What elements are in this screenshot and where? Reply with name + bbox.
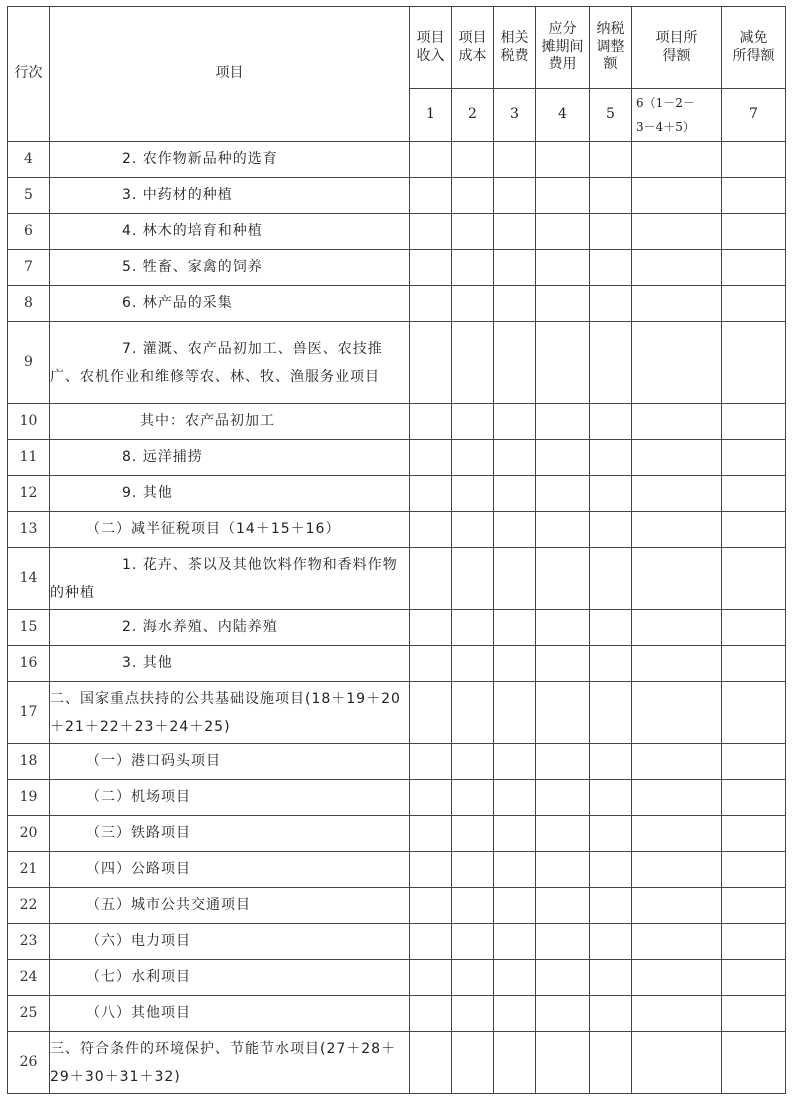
item-label: （三）铁路项目 — [86, 824, 191, 841]
input-cell-period-expenses[interactable] — [536, 888, 590, 924]
table-row — [8, 286, 786, 322]
item-label: （八）其他项目 — [86, 1004, 191, 1021]
item-cell — [50, 780, 410, 816]
item-cell — [50, 548, 410, 610]
tax-form-table — [7, 6, 786, 1094]
input-cell-taxes[interactable] — [494, 142, 536, 178]
input-cell-project-income[interactable] — [632, 960, 722, 996]
input-cell-taxes[interactable] — [494, 744, 536, 780]
input-cell-taxes[interactable] — [494, 852, 536, 888]
item-cell — [50, 682, 410, 744]
input-cell-tax-adjustment[interactable] — [590, 250, 632, 286]
input-cell-tax-adjustment[interactable] — [590, 852, 632, 888]
input-cell-period-expenses[interactable] — [536, 1032, 590, 1094]
row-number: 24 — [8, 960, 50, 996]
input-cell-taxes[interactable] — [494, 476, 536, 512]
col-number-5: 5 — [590, 89, 632, 142]
input-cell-taxes[interactable] — [494, 512, 536, 548]
input-cell-income[interactable] — [410, 214, 452, 250]
input-cell-period-expenses[interactable] — [536, 404, 590, 440]
table-row — [8, 1032, 786, 1094]
item-cell — [50, 476, 410, 512]
input-cell-period-expenses[interactable] — [536, 816, 590, 852]
item-label: 6. 林产品的采集 — [122, 294, 233, 311]
input-cell-income[interactable] — [410, 888, 452, 924]
row-number: 17 — [8, 682, 50, 744]
input-cell-cost[interactable] — [452, 996, 494, 1032]
item-cell — [50, 286, 410, 322]
input-cell-income[interactable] — [410, 322, 452, 404]
input-cell-cost[interactable] — [452, 178, 494, 214]
input-cell-project-income[interactable] — [632, 142, 722, 178]
input-cell-cost[interactable] — [452, 214, 494, 250]
table-row — [8, 178, 786, 214]
table-row — [8, 610, 786, 646]
input-cell-taxes[interactable] — [494, 996, 536, 1032]
input-cell-taxes[interactable] — [494, 178, 536, 214]
item-cell — [50, 178, 410, 214]
item-label: （二）减半征税项目（14＋15＋16） — [86, 520, 341, 537]
row-number: 23 — [8, 924, 50, 960]
input-cell-reduced-income[interactable] — [722, 744, 786, 780]
item-label: 8. 远洋捕捞 — [122, 448, 203, 465]
table-row — [8, 924, 786, 960]
input-cell-project-income[interactable] — [632, 646, 722, 682]
input-cell-reduced-income[interactable] — [722, 996, 786, 1032]
input-cell-reduced-income[interactable] — [722, 1032, 786, 1094]
input-cell-project-income[interactable] — [632, 1032, 722, 1094]
input-cell-period-expenses[interactable] — [536, 142, 590, 178]
input-cell-taxes[interactable] — [494, 682, 536, 744]
input-cell-tax-adjustment[interactable] — [590, 286, 632, 322]
input-cell-income[interactable] — [410, 780, 452, 816]
item-label: 3. 其他 — [122, 654, 173, 671]
input-cell-income[interactable] — [410, 440, 452, 476]
input-cell-project-income[interactable] — [632, 476, 722, 512]
input-cell-project-income[interactable] — [632, 214, 722, 250]
input-cell-income[interactable] — [410, 924, 452, 960]
input-cell-taxes[interactable] — [494, 404, 536, 440]
input-cell-tax-adjustment[interactable] — [590, 512, 632, 548]
input-cell-cost[interactable] — [452, 404, 494, 440]
input-cell-tax-adjustment[interactable] — [590, 744, 632, 780]
input-cell-income[interactable] — [410, 548, 452, 610]
input-cell-income[interactable] — [410, 744, 452, 780]
row-number: 14 — [8, 548, 50, 610]
input-cell-income[interactable] — [410, 960, 452, 996]
col-number-7: 7 — [722, 89, 786, 142]
input-cell-reduced-income[interactable] — [722, 476, 786, 512]
item-label: （二）机场项目 — [86, 788, 191, 805]
input-cell-reduced-income[interactable] — [722, 852, 786, 888]
input-cell-project-income[interactable] — [632, 250, 722, 286]
input-cell-period-expenses[interactable] — [536, 682, 590, 744]
table-row — [8, 476, 786, 512]
input-cell-period-expenses[interactable] — [536, 250, 590, 286]
input-cell-reduced-income[interactable] — [722, 816, 786, 852]
input-cell-taxes[interactable] — [494, 924, 536, 960]
input-cell-taxes[interactable] — [494, 548, 536, 610]
input-cell-income[interactable] — [410, 512, 452, 548]
input-cell-project-income[interactable] — [632, 744, 722, 780]
input-cell-period-expenses[interactable] — [536, 476, 590, 512]
input-cell-project-income[interactable] — [632, 610, 722, 646]
item-cell — [50, 888, 410, 924]
item-cell — [50, 646, 410, 682]
row-number: 11 — [8, 440, 50, 476]
input-cell-taxes[interactable] — [494, 888, 536, 924]
input-cell-income[interactable] — [410, 816, 452, 852]
input-cell-tax-adjustment[interactable] — [590, 1032, 632, 1094]
item-cell — [50, 322, 410, 404]
input-cell-tax-adjustment[interactable] — [590, 960, 632, 996]
input-cell-taxes[interactable] — [494, 610, 536, 646]
input-cell-cost[interactable] — [452, 646, 494, 682]
item-label: 4. 林木的培育和种植 — [122, 222, 263, 239]
input-cell-reduced-income[interactable] — [722, 178, 786, 214]
input-cell-reduced-income[interactable] — [722, 646, 786, 682]
input-cell-tax-adjustment[interactable] — [590, 440, 632, 476]
input-cell-cost[interactable] — [452, 888, 494, 924]
input-cell-reduced-income[interactable] — [722, 888, 786, 924]
item-cell — [50, 924, 410, 960]
input-cell-period-expenses[interactable] — [536, 646, 590, 682]
input-cell-cost[interactable] — [452, 682, 494, 744]
row-number: 19 — [8, 780, 50, 816]
input-cell-income[interactable] — [410, 610, 452, 646]
row-number: 18 — [8, 744, 50, 780]
item-cell — [50, 960, 410, 996]
input-cell-reduced-income[interactable] — [722, 960, 786, 996]
input-cell-cost[interactable] — [452, 476, 494, 512]
input-cell-period-expenses[interactable] — [536, 852, 590, 888]
row-number: 21 — [8, 852, 50, 888]
item-cell — [50, 512, 410, 548]
input-cell-period-expenses[interactable] — [536, 780, 590, 816]
input-cell-income[interactable] — [410, 286, 452, 322]
input-cell-cost[interactable] — [452, 1032, 494, 1094]
input-cell-project-income[interactable] — [632, 286, 722, 322]
item-label: 3. 中药材的种植 — [122, 186, 233, 203]
input-cell-reduced-income[interactable] — [722, 286, 786, 322]
row-number: 8 — [8, 286, 50, 322]
row-number: 12 — [8, 476, 50, 512]
col-header-project-income: 项目所 得额 — [632, 7, 722, 89]
col-number-3: 3 — [494, 89, 536, 142]
input-cell-project-income[interactable] — [632, 404, 722, 440]
item-cell — [50, 744, 410, 780]
row-number: 10 — [8, 404, 50, 440]
input-cell-reduced-income[interactable] — [722, 440, 786, 476]
row-number: 15 — [8, 610, 50, 646]
item-cell — [50, 996, 410, 1032]
input-cell-project-income[interactable] — [632, 548, 722, 610]
input-cell-project-income[interactable] — [632, 440, 722, 476]
table-row — [8, 214, 786, 250]
input-cell-period-expenses[interactable] — [536, 178, 590, 214]
table-row — [8, 852, 786, 888]
table-row — [8, 250, 786, 286]
input-cell-project-income[interactable] — [632, 178, 722, 214]
item-cell — [50, 214, 410, 250]
table-row — [8, 404, 786, 440]
item-header: 项目 — [50, 7, 410, 142]
input-cell-reduced-income[interactable] — [722, 610, 786, 646]
input-cell-period-expenses[interactable] — [536, 548, 590, 610]
input-cell-period-expenses[interactable] — [536, 610, 590, 646]
item-cell — [50, 404, 410, 440]
input-cell-cost[interactable] — [452, 548, 494, 610]
input-cell-cost[interactable] — [452, 142, 494, 178]
input-cell-taxes[interactable] — [494, 440, 536, 476]
table-row — [8, 548, 786, 610]
item-label: 其中：农产品初加工 — [140, 412, 275, 429]
input-cell-project-income[interactable] — [632, 780, 722, 816]
input-cell-tax-adjustment[interactable] — [590, 476, 632, 512]
row-number: 16 — [8, 646, 50, 682]
table-row — [8, 440, 786, 476]
input-cell-tax-adjustment[interactable] — [590, 142, 632, 178]
item-label: （七）水利项目 — [86, 968, 191, 985]
input-cell-taxes[interactable] — [494, 286, 536, 322]
input-cell-taxes[interactable] — [494, 646, 536, 682]
col-number-4: 4 — [536, 89, 590, 142]
item-label: 5. 牲畜、家禽的饲养 — [122, 258, 263, 275]
item-cell — [50, 852, 410, 888]
table-row — [8, 996, 786, 1032]
input-cell-cost[interactable] — [452, 816, 494, 852]
input-cell-cost[interactable] — [452, 322, 494, 404]
input-cell-reduced-income[interactable] — [722, 682, 786, 744]
input-cell-taxes[interactable] — [494, 322, 536, 404]
item-label: （四）公路项目 — [86, 860, 191, 877]
input-cell-tax-adjustment[interactable] — [590, 404, 632, 440]
row-number: 6 — [8, 214, 50, 250]
input-cell-reduced-income[interactable] — [722, 322, 786, 404]
col-header-income: 项目 收入 — [410, 7, 452, 89]
input-cell-cost[interactable] — [452, 250, 494, 286]
form-body — [8, 142, 786, 1094]
input-cell-taxes[interactable] — [494, 250, 536, 286]
input-cell-period-expenses[interactable] — [536, 960, 590, 996]
input-cell-taxes[interactable] — [494, 780, 536, 816]
input-cell-period-expenses[interactable] — [536, 286, 590, 322]
col-header-period-expenses: 应分 摊期间 费用 — [536, 7, 590, 89]
input-cell-tax-adjustment[interactable] — [590, 816, 632, 852]
input-cell-reduced-income[interactable] — [722, 780, 786, 816]
input-cell-cost[interactable] — [452, 960, 494, 996]
input-cell-income[interactable] — [410, 250, 452, 286]
input-cell-tax-adjustment[interactable] — [590, 924, 632, 960]
input-cell-cost[interactable] — [452, 440, 494, 476]
row-number: 20 — [8, 816, 50, 852]
input-cell-cost[interactable] — [452, 512, 494, 548]
input-cell-period-expenses[interactable] — [536, 322, 590, 404]
input-cell-tax-adjustment[interactable] — [590, 780, 632, 816]
table-row — [8, 682, 786, 744]
input-cell-income[interactable] — [410, 646, 452, 682]
row-number: 4 — [8, 142, 50, 178]
item-label: 二、国家重点扶持的公共基础设施项目(18＋19＋20＋21＋22＋23＋24＋25) — [50, 690, 401, 735]
input-cell-project-income[interactable] — [632, 682, 722, 744]
input-cell-project-income[interactable] — [632, 512, 722, 548]
input-cell-income[interactable] — [410, 142, 452, 178]
input-cell-taxes[interactable] — [494, 816, 536, 852]
input-cell-period-expenses[interactable] — [536, 924, 590, 960]
item-label: （五）城市公共交通项目 — [86, 896, 251, 913]
col-header-taxes: 相关 税费 — [494, 7, 536, 89]
row-number: 26 — [8, 1032, 50, 1094]
input-cell-income[interactable] — [410, 178, 452, 214]
input-cell-project-income[interactable] — [632, 322, 722, 404]
input-cell-income[interactable] — [410, 1032, 452, 1094]
input-cell-tax-adjustment[interactable] — [590, 996, 632, 1032]
item-label: （六）电力项目 — [86, 932, 191, 949]
input-cell-cost[interactable] — [452, 286, 494, 322]
table-row — [8, 960, 786, 996]
input-cell-project-income[interactable] — [632, 924, 722, 960]
input-cell-income[interactable] — [410, 476, 452, 512]
table-row — [8, 512, 786, 548]
input-cell-tax-adjustment[interactable] — [590, 888, 632, 924]
col-number-1: 1 — [410, 89, 452, 142]
input-cell-income[interactable] — [410, 682, 452, 744]
item-cell — [50, 610, 410, 646]
input-cell-project-income[interactable] — [632, 852, 722, 888]
col-header-reduced-income: 减免 所得额 — [722, 7, 786, 89]
table-row — [8, 744, 786, 780]
input-cell-project-income[interactable] — [632, 888, 722, 924]
item-cell — [50, 250, 410, 286]
input-cell-period-expenses[interactable] — [536, 214, 590, 250]
input-cell-reduced-income[interactable] — [722, 512, 786, 548]
item-label: 2. 农作物新品种的选育 — [122, 150, 278, 167]
input-cell-reduced-income[interactable] — [722, 404, 786, 440]
input-cell-cost[interactable] — [452, 744, 494, 780]
input-cell-tax-adjustment[interactable] — [590, 610, 632, 646]
row-number: 13 — [8, 512, 50, 548]
col-header-tax-adjustment: 纳税 调整 额 — [590, 7, 632, 89]
input-cell-project-income[interactable] — [632, 816, 722, 852]
input-cell-project-income[interactable] — [632, 996, 722, 1032]
item-label: 2. 海水养殖、内陆养殖 — [122, 618, 278, 635]
item-cell — [50, 816, 410, 852]
col-header-cost: 项目 成本 — [452, 7, 494, 89]
col-number-6: 6（1－2－ 3－4＋5） — [632, 89, 722, 142]
input-cell-period-expenses[interactable] — [536, 744, 590, 780]
item-label: 9. 其他 — [122, 484, 173, 501]
input-cell-income[interactable] — [410, 996, 452, 1032]
input-cell-period-expenses[interactable] — [536, 440, 590, 476]
table-row — [8, 816, 786, 852]
input-cell-cost[interactable] — [452, 924, 494, 960]
item-cell — [50, 440, 410, 476]
input-cell-taxes[interactable] — [494, 960, 536, 996]
input-cell-cost[interactable] — [452, 780, 494, 816]
input-cell-taxes[interactable] — [494, 1032, 536, 1094]
col-number-2: 2 — [452, 89, 494, 142]
table-row — [8, 322, 786, 404]
input-cell-income[interactable] — [410, 404, 452, 440]
row-number: 5 — [8, 178, 50, 214]
input-cell-reduced-income[interactable] — [722, 924, 786, 960]
item-label: 1. 花卉、茶以及其他饮料作物和香料作物的种植 — [50, 556, 398, 601]
input-cell-reduced-income[interactable] — [722, 142, 786, 178]
item-label: （一）港口码头项目 — [86, 752, 221, 769]
input-cell-tax-adjustment[interactable] — [590, 178, 632, 214]
input-cell-reduced-income[interactable] — [722, 548, 786, 610]
input-cell-period-expenses[interactable] — [536, 996, 590, 1032]
table-row — [8, 646, 786, 682]
row-number: 9 — [8, 322, 50, 404]
input-cell-tax-adjustment[interactable] — [590, 682, 632, 744]
item-cell — [50, 142, 410, 178]
table-row — [8, 888, 786, 924]
input-cell-cost[interactable] — [452, 610, 494, 646]
input-cell-income[interactable] — [410, 852, 452, 888]
input-cell-reduced-income[interactable] — [722, 214, 786, 250]
row-number-header: 行次 — [8, 7, 50, 142]
item-label: 7. 灌溉、农产品初加工、兽医、农技推广、农机作业和维修等农、林、牧、渔服务业项目 — [50, 340, 383, 385]
input-cell-tax-adjustment[interactable] — [590, 214, 632, 250]
input-cell-cost[interactable] — [452, 852, 494, 888]
item-cell — [50, 1032, 410, 1094]
input-cell-tax-adjustment[interactable] — [590, 322, 632, 404]
row-number: 7 — [8, 250, 50, 286]
input-cell-taxes[interactable] — [494, 214, 536, 250]
row-number: 25 — [8, 996, 50, 1032]
input-cell-period-expenses[interactable] — [536, 512, 590, 548]
item-label: 三、符合条件的环境保护、节能节水项目(27＋28＋29＋30＋31＋32) — [50, 1040, 397, 1085]
table-row — [8, 142, 786, 178]
input-cell-tax-adjustment[interactable] — [590, 646, 632, 682]
input-cell-tax-adjustment[interactable] — [590, 548, 632, 610]
table-row — [8, 780, 786, 816]
input-cell-reduced-income[interactable] — [722, 250, 786, 286]
row-number: 22 — [8, 888, 50, 924]
